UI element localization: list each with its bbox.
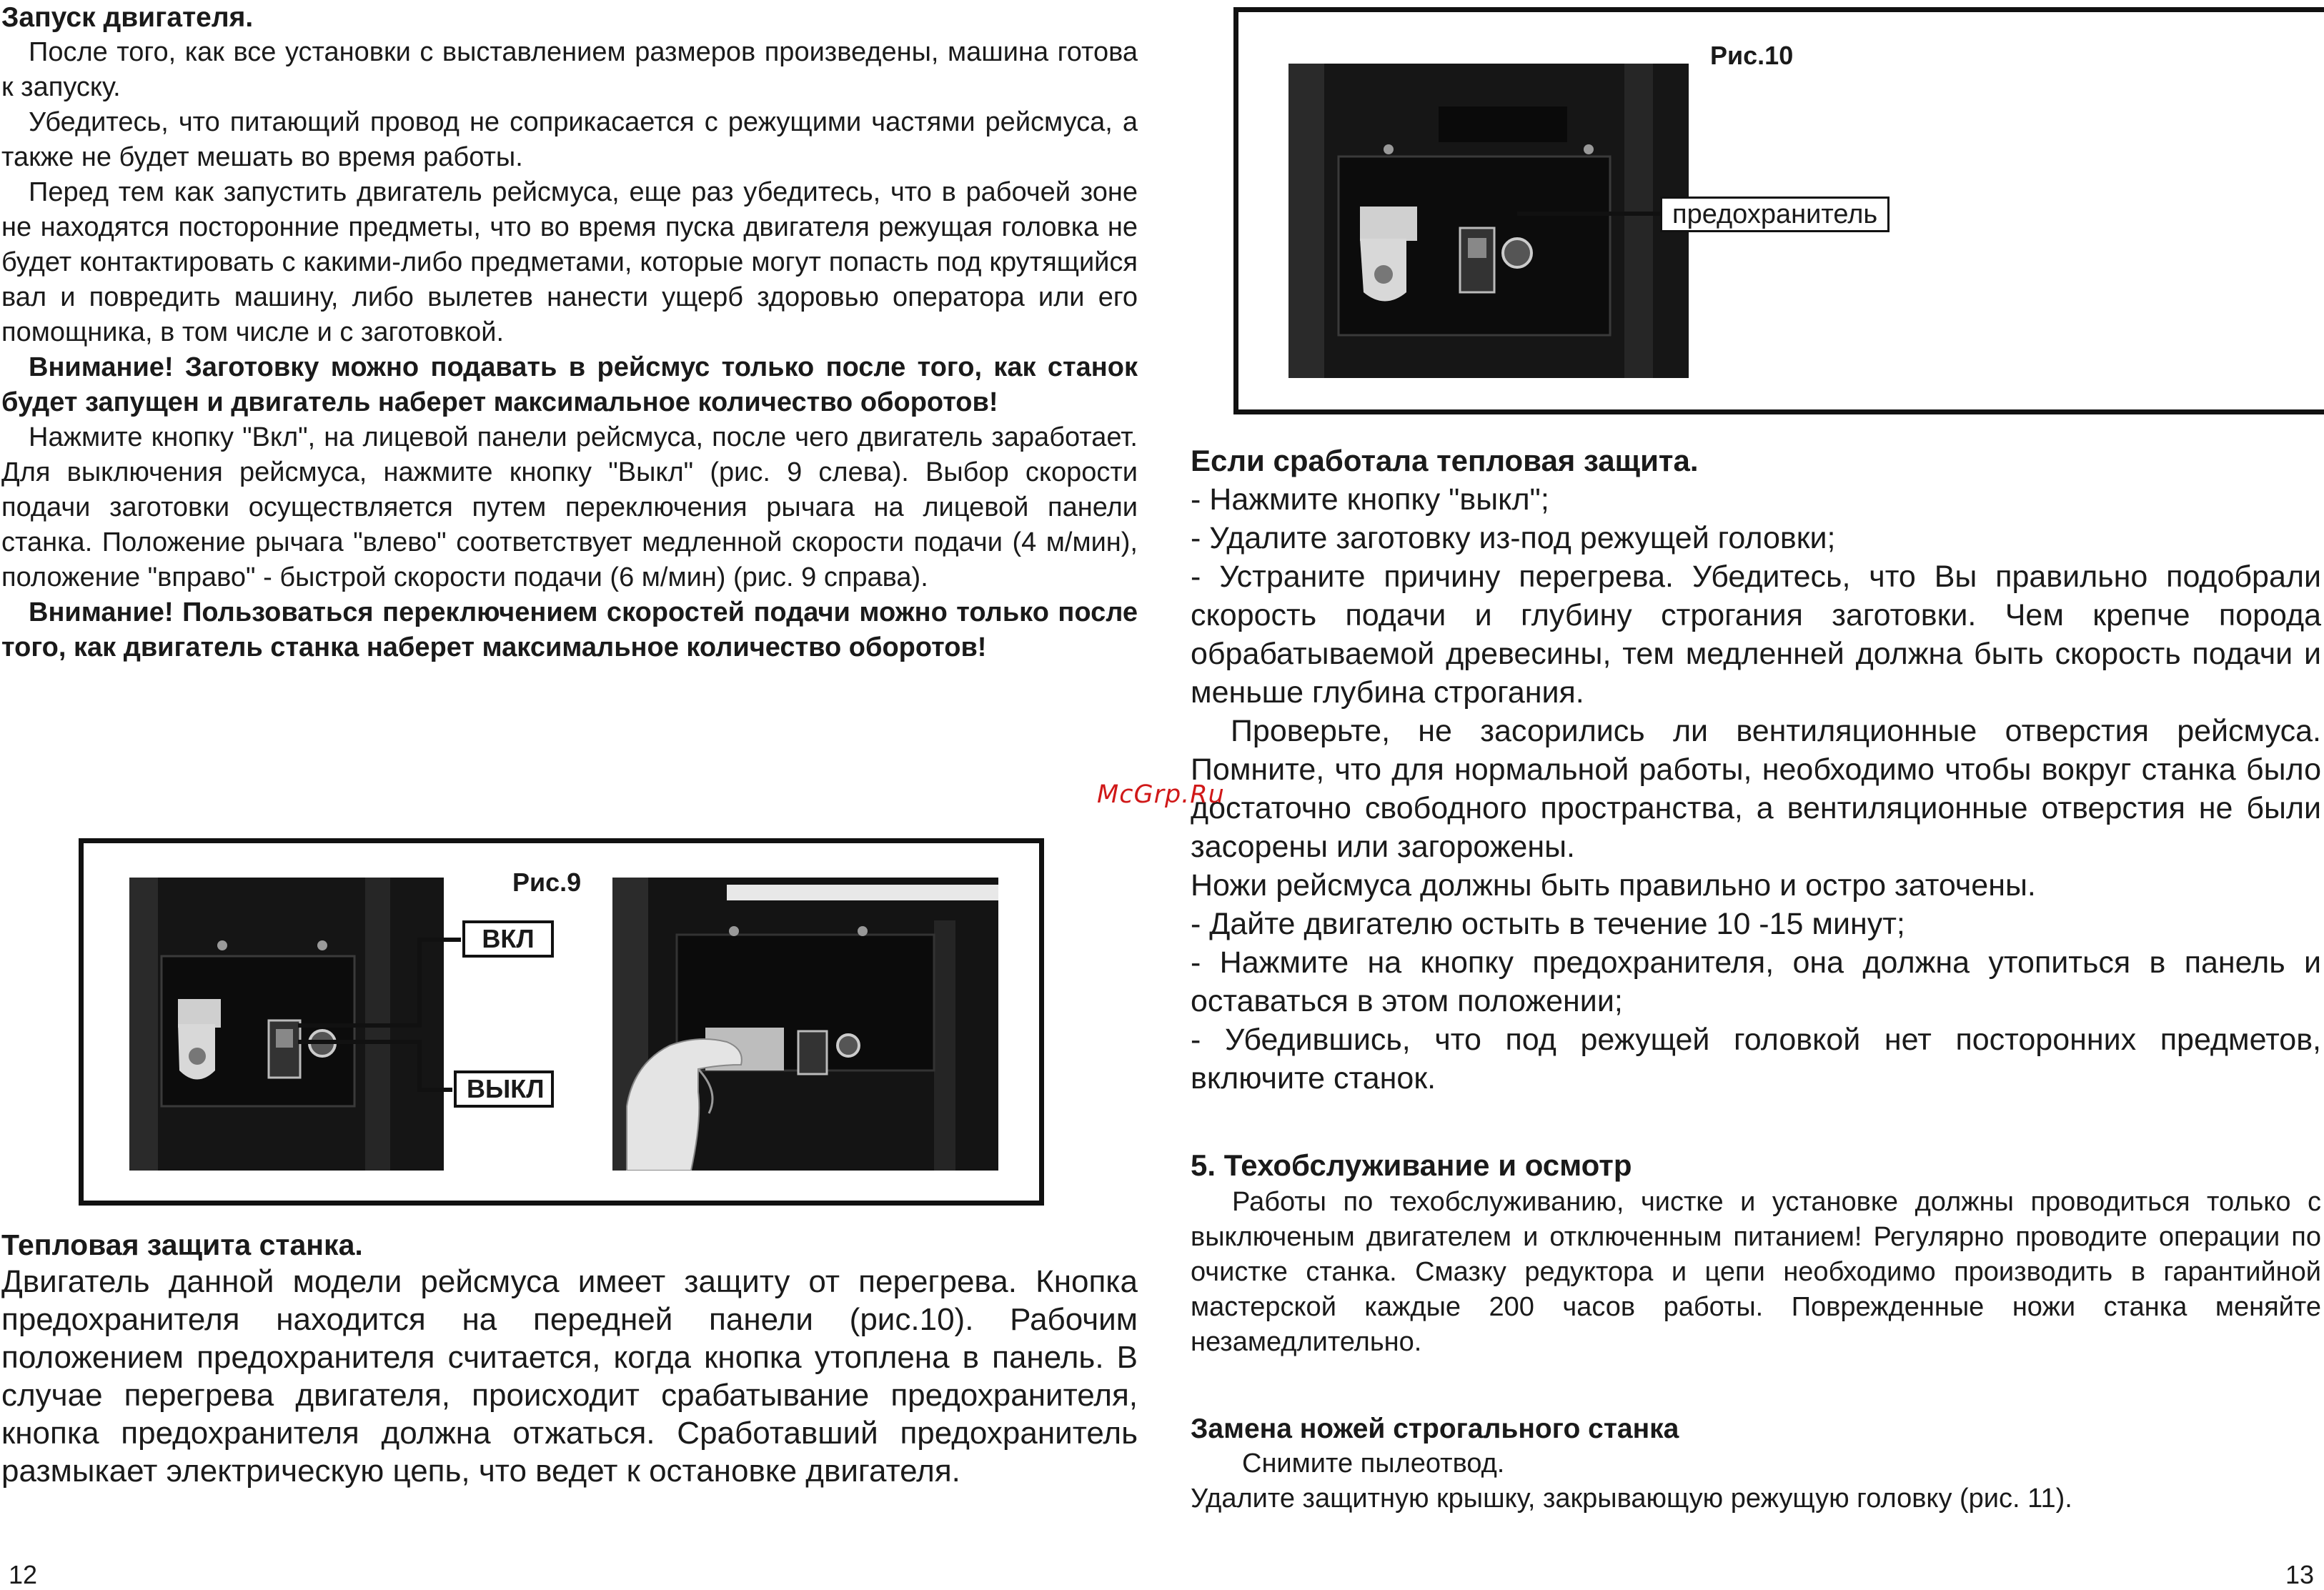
thermal-trip-section	[1191, 442, 2321, 1098]
figure-9-caption: Рис.9	[512, 868, 582, 897]
figure-10-caption: Рис.10	[1710, 41, 1794, 70]
step-item: - Нажмите на кнопку предохранителя, она должна утопиться в панель и оставаться в этом положении;	[1191, 945, 2321, 1018]
warning-text: Внимание! Пользоваться переключением скоростей подачи можно только после того, как двигатель станка наберет максимальное количество оборотов!	[1, 597, 1138, 662]
step-item: - Удалите заготовку из-под режущей головки;	[1191, 521, 1836, 555]
step-item: - Устраните причину перегрева. Убедитесь, что Вы правильно подобрали скорость подачи и глубину строгания заготовки. Чем крепче порода обрабатываемой древесины, тем медленней должна быть скорость подачи и меньше глубина строгания.	[1191, 560, 2321, 710]
section-title: Тепловая защита станка.	[1, 1228, 363, 1261]
label-off: ВЫКЛ	[454, 1070, 554, 1108]
section-title: Замена ножей строгального станка	[1191, 1413, 1679, 1444]
figure-10	[1233, 7, 2324, 414]
hand-on-lever-image	[612, 878, 998, 1171]
step-item: - Дайте двигателю остыть в течение 10 -15 минут;	[1191, 907, 1905, 941]
warning-text: Внимание! Заготовку можно подавать в рейсмус только после того, как станок будет запущен и двигатель наберет максимальное количество оборотов!	[1, 352, 1138, 417]
section-title: 5. Техобслуживание и осмотр	[1191, 1148, 1632, 1182]
paragraph: Работы по техобслуживанию, чистке и установке должны проводиться только с выключеным двигателем и отключенным питанием! Регулярно проводите операции по очистке станка. Смазку редуктора и цепи необходимо производить в гарантийной мастерской каждые 200 часов работы. Поврежденные ножи станка меняйте незамедлительно.	[1191, 1187, 2321, 1357]
startup-section	[1, 0, 1138, 665]
paragraph: Перед тем как запустить двигатель рейсмуса, еще раз убедитесь, что в рабочей зоне не находятся посторонние предметы, что во время пуска двигателя режущая головка не будет контактировать с какими-либо предметами, которые могут попасть под крутящийся вал и повредить машину, либо вылетев нанести ущерб здоровью оператора или его помощника, в том числе и с заготовкой.	[1, 177, 1138, 347]
paragraph: Двигатель данной модели рейсмуса имеет защиту от перегрева. Кнопка предохранителя находится на передней панели (рис.10). Рабочим положением предохранителя считается, когда кнопка утоплена в панель. В случае перегрева двигателя, происходит срабатывание предохранителя, кнопка предохранителя должна отжаться. Сработавший предохранитель размыкает электрическую цепь, что ведет к остановке двигателя.	[1, 1264, 1138, 1489]
page-number: 13	[2285, 1560, 2315, 1589]
label-fuse: предохранитель	[1660, 197, 1890, 232]
section-title: Запуск двигателя.	[1, 2, 254, 33]
step-item: - Убедившись, что под режущей головкой нет посторонних предметов, включите станок.	[1191, 1023, 2321, 1095]
paragraph: Снимите пылеотвод.	[1242, 1449, 1505, 1479]
paragraph: Проверьте, не засорились ли вентиляционные отверстия рейсмуса. Помните, что для нормальной работы, необходимо чтобы вокруг станка было достаточно свободного пространства, а вентиляционные отверстия не были засорены или загорожены.	[1191, 714, 2321, 864]
thermal-protection-section	[1, 1228, 1138, 1490]
figure-9	[79, 838, 1044, 1206]
section-title: Если сработала тепловая защита.	[1191, 444, 1699, 477]
page-number: 12	[9, 1560, 38, 1589]
step-item: - Нажмите кнопку "выкл";	[1191, 482, 1549, 517]
paragraph: Ножи рейсмуса должны быть правильно и остро заточены.	[1191, 868, 2036, 903]
paragraph: Убедитесь, что питающий провод не соприкасается с режущими частями рейсмуса, а также не будет мешать во время работы.	[1, 107, 1138, 172]
figure-9-photo-right	[612, 878, 998, 1171]
paragraph: Удалите защитную крышку, закрывающую режущую головку (рис. 11).	[1191, 1484, 2072, 1514]
label-on: ВКЛ	[462, 920, 554, 958]
paragraph: Нажмите кнопку "Вкл", на лицевой панели рейсмуса, после чего двигатель заработает. Для выключения рейсмуса, нажмите кнопку "Выкл" (рис. 9 слева). Выбор скорости подачи заготовки осуществляется путем переключения рычага на лицевой панели станка. Положение рычага "влево" соответствует медленной скорости подачи (4 м/мин), положение "вправо" - быстрой скорости подачи (6 м/мин) (рис. 9 справа).	[1, 422, 1138, 592]
knife-replacement-section	[1191, 1411, 2321, 1516]
paragraph: После того, как все установки с выставлением размеров произведены, машина готова к запуску.	[1, 37, 1138, 102]
watermark: McGrp.Ru	[1097, 780, 1225, 809]
maintenance-section	[1191, 1146, 2321, 1360]
